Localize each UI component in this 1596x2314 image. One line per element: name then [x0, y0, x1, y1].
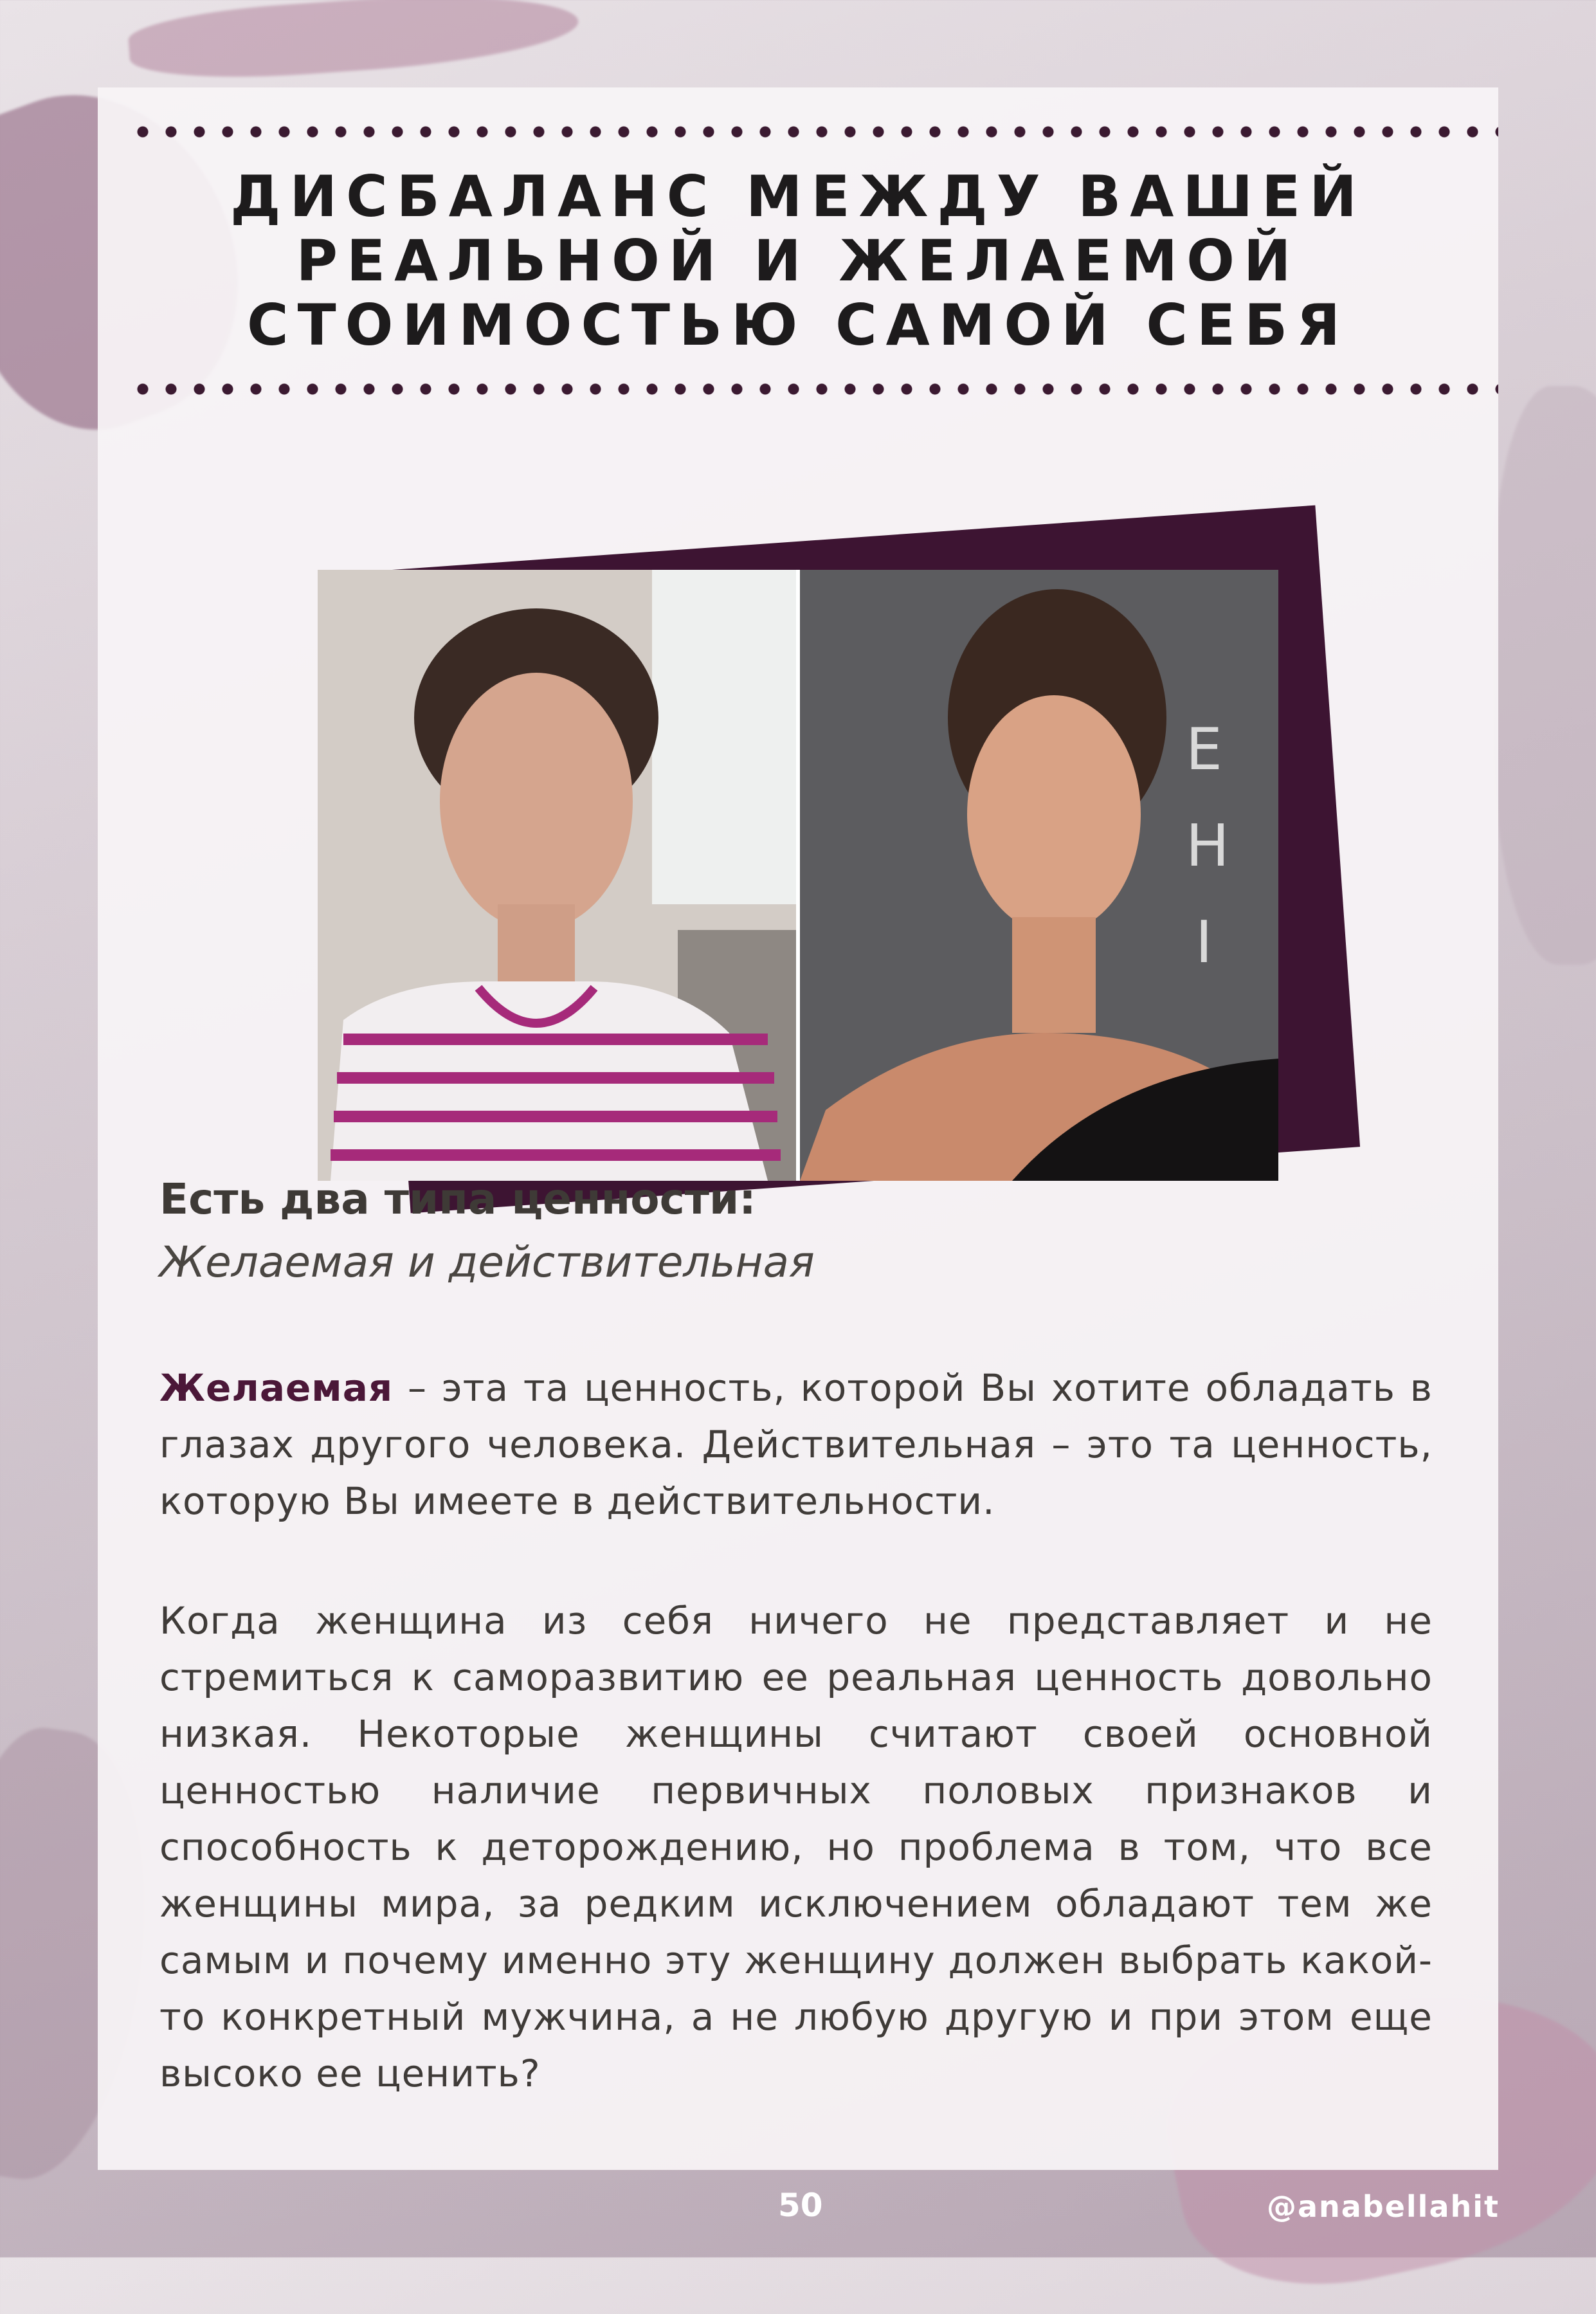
dotted-divider-bottom: [129, 383, 1498, 395]
author-handle: @anabellahit: [1266, 2189, 1500, 2224]
svg-text:H: H: [1186, 812, 1229, 880]
title-line: СТОИМОСТЬЮ САМОЙ СЕБЯ: [247, 292, 1349, 358]
page-number: 50: [778, 2187, 823, 2224]
section-subheading: Желаемая и действительная: [159, 1237, 815, 1287]
photo-with-makeup: [800, 570, 1278, 1181]
photo-without-makeup: [318, 570, 800, 1181]
page-title: [98, 165, 1498, 358]
svg-text:I: I: [1195, 909, 1213, 976]
definition-term: Желаемая: [159, 1366, 394, 1410]
dotted-divider-top: [129, 126, 1498, 138]
comparison-photos: [291, 428, 1332, 1264]
title-line: РЕАЛЬНОЙ И ЖЕЛАЕМОЙ: [296, 228, 1300, 294]
definition-text: – эта та ценность, которой Вы хотите обладать в глазах другого человека. Действительная – это та ценность, которую Вы имеете в действительности.: [159, 1366, 1433, 1523]
svg-text:E: E: [1186, 716, 1222, 783]
background-splash: [1493, 386, 1596, 965]
background-splash: [127, 0, 581, 86]
title-line: ДИСБАЛАНС МЕЖДУ ВАШЕЙ: [230, 163, 1366, 230]
definition-paragraph: [159, 1360, 1433, 1529]
section-heading: Есть два типа ценности:: [159, 1174, 756, 1224]
body-paragraph: Когда женщина из себя ничего не представляет и не стремиться к саморазвитию ее реальная ценность довольно низкая. Некоторые женщины считают своей основной ценностью наличие первичных половых признаков и способность к деторождению, но проблема в том, что все женщины мира, за редким исключением обладают тем же самым и почему именно эту женщину должен выбрать какой-то конкретный мужчина, а не любую другую и при этом еще высоко ее ценить?: [159, 1599, 1433, 2095]
content-card: [98, 87, 1498, 2170]
